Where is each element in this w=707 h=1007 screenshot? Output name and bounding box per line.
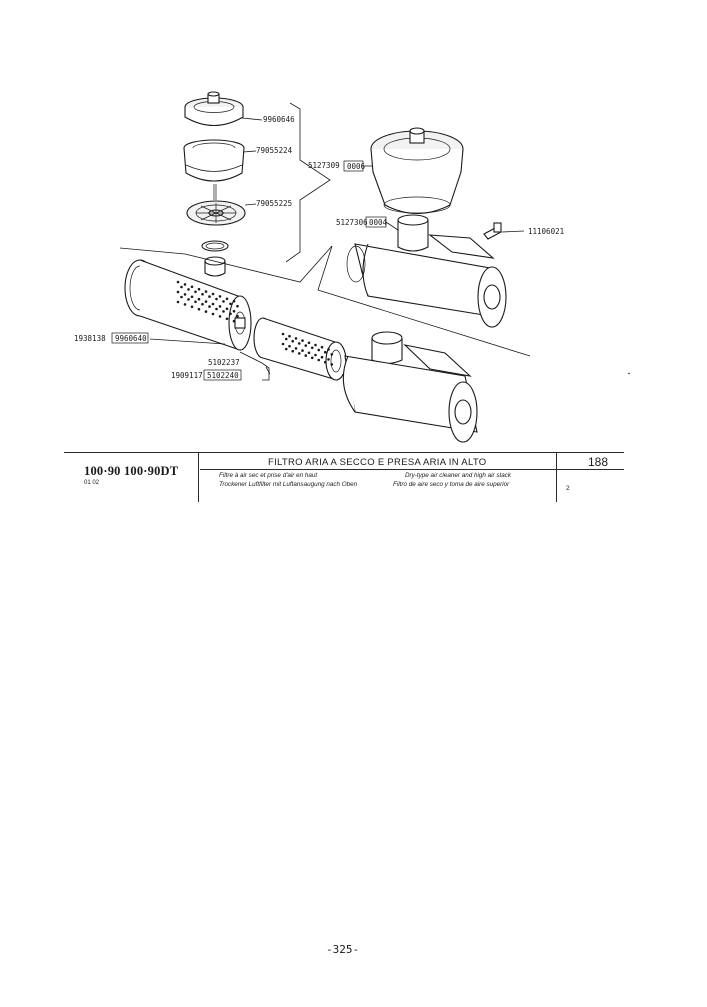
catalog-page-number: 188 <box>588 455 609 469</box>
perforation-dot <box>298 352 301 355</box>
part-label-1909117: 1909117 <box>171 371 203 380</box>
title-block-top-rule <box>64 452 624 453</box>
perforation-dot <box>308 342 311 345</box>
perforation-dot <box>191 286 194 289</box>
ring-housing-part <box>184 140 244 181</box>
perforation-dot <box>304 354 307 357</box>
perforation-dot <box>314 344 317 347</box>
perforation-dot <box>311 347 314 350</box>
perforation-dot <box>229 303 232 306</box>
perforation-dot <box>212 303 215 306</box>
part-label-5102237: 5102237 <box>208 358 240 367</box>
perforation-dot <box>194 291 197 294</box>
perforation-dot <box>226 308 229 311</box>
perforation-dot <box>191 296 194 299</box>
perforation-dot <box>187 288 190 291</box>
perforation-dot <box>187 298 190 301</box>
perforation-dot <box>212 293 215 296</box>
perforation-dot <box>236 305 239 308</box>
perforation-dot <box>215 298 218 301</box>
air-cleaner-housing-bottom <box>343 332 477 442</box>
perforation-dot <box>330 353 333 356</box>
perforation-dot <box>314 354 317 357</box>
perforation-dot <box>208 305 211 308</box>
perforation-dot <box>295 337 298 340</box>
perforation-dot <box>198 288 201 291</box>
filter-disk-part <box>187 201 245 225</box>
perforation-dot <box>205 290 208 293</box>
perforation-dot <box>317 359 320 362</box>
part-label-5127306: 5127306 <box>336 218 368 227</box>
perforation-dot <box>330 363 333 366</box>
perforation-dot <box>222 300 225 303</box>
cap-part <box>185 92 243 126</box>
model-title: 100·90 100·90DT <box>84 464 179 478</box>
air-cleaner-assembly-top <box>347 128 506 327</box>
perforation-dot <box>233 300 236 303</box>
perforation-dot <box>308 352 311 355</box>
perforation-dot <box>229 313 232 316</box>
perforation-dot <box>215 308 218 311</box>
perforation-dot <box>212 313 215 316</box>
perforation-dot <box>194 301 197 304</box>
perforation-dot <box>219 295 222 298</box>
code-box-0006: 0006 <box>347 162 366 171</box>
perforation-dot <box>198 298 201 301</box>
perforation-dot <box>317 349 320 352</box>
perforation-dot <box>180 286 183 289</box>
perforation-dot <box>184 293 187 296</box>
perforation-dot <box>233 320 236 323</box>
perforation-dot <box>291 340 294 343</box>
perforation-dot <box>324 351 327 354</box>
perforation-dot <box>201 293 204 296</box>
perforation-dot <box>324 361 327 364</box>
perforation-dot <box>201 303 204 306</box>
perforation-dot <box>177 291 180 294</box>
perforation-dot <box>208 295 211 298</box>
section-title: FILTRO ARIA A SECCO E PRESA ARIA IN ALTO <box>268 457 487 468</box>
part-label-1938138: 1938138 <box>74 334 106 343</box>
perforation-dot <box>327 348 330 351</box>
title-block-page-rule <box>556 469 624 470</box>
perforation-dot <box>184 283 187 286</box>
part-label-11106021: 11106021 <box>528 227 565 236</box>
perforation-dot <box>327 358 330 361</box>
part-label-79055224: 79055224 <box>256 146 293 155</box>
footer-page-number: -325- <box>326 943 360 956</box>
perforation-dot <box>288 345 291 348</box>
perforation-dot <box>311 357 314 360</box>
perforation-dot <box>298 342 301 345</box>
perforation-dot <box>219 305 222 308</box>
code-box-9960640: 9960640 <box>115 334 147 343</box>
model-code: 01 02 <box>84 480 100 486</box>
title-block-divider-left <box>198 452 199 502</box>
perforation-dot <box>219 315 222 318</box>
perforation-dot <box>301 349 304 352</box>
code-box-0004: 0004 <box>369 218 388 227</box>
perforation-dot <box>285 348 288 351</box>
perforation-dot <box>184 303 187 306</box>
perforation-dot <box>295 347 298 350</box>
perforation-dot <box>198 308 201 311</box>
subtitle-english: Dry-type air cleaner and high air stack <box>405 472 512 479</box>
perforation-dot <box>321 356 324 359</box>
perforation-dot <box>177 281 180 284</box>
subtitle-german: Trockener Luftfilter mit Luftansaugung nach Oben <box>219 481 358 488</box>
perforation-dot <box>321 346 324 349</box>
subtitle-french: Filtre à air sec et prise d'air en haut <box>219 472 318 479</box>
title-block-mid-rule <box>200 469 556 470</box>
perforation-dot <box>226 298 229 301</box>
perforation-dot <box>233 310 236 313</box>
perforation-dot <box>304 344 307 347</box>
perforation-dot <box>191 306 194 309</box>
perforation-dot <box>226 318 229 321</box>
perforation-dot <box>236 315 239 318</box>
screw-part <box>484 223 501 239</box>
perforation-dot <box>222 310 225 313</box>
perforation-dot <box>301 339 304 342</box>
perforation-dot <box>282 343 285 346</box>
perforation-dot <box>177 301 180 304</box>
perforation-dot <box>288 335 291 338</box>
part-label-9960646: 9960646 <box>263 115 295 124</box>
sheet-number: 2 <box>566 485 570 492</box>
perforation-dot <box>291 350 294 353</box>
part-label-79055225: 79055225 <box>256 199 293 208</box>
code-box-5102240: 5102240 <box>207 371 239 380</box>
perforation-dot <box>205 310 208 313</box>
perforation-dot <box>205 300 208 303</box>
title-block-divider-right <box>556 452 557 502</box>
perforation-dot <box>282 333 285 336</box>
part-label-5127309: 5127309 <box>308 161 340 170</box>
perforation-dot <box>285 338 288 341</box>
perforation-dot <box>180 296 183 299</box>
subtitle-spanish: Filtro de aire seco y toma de aire superior <box>393 481 510 488</box>
